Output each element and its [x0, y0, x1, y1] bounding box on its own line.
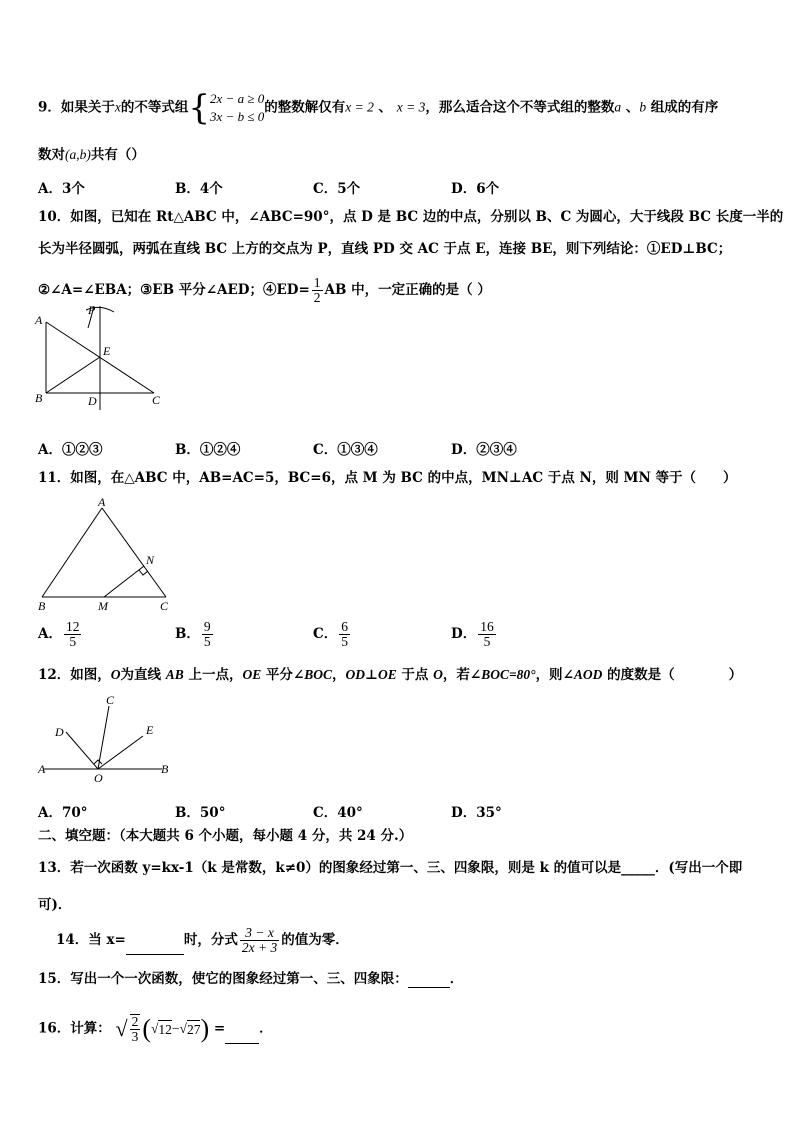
q9-line2 [38, 146, 145, 164]
option-label: D． [451, 626, 477, 642]
inequality-2: 3x − b ≤ 0 [210, 109, 265, 124]
label-a: A [98, 495, 106, 509]
angle-aod: ∠AOD [562, 667, 603, 682]
q14-text: 的值为零． [281, 932, 349, 948]
label-e: E [146, 723, 154, 737]
label-c: C [160, 599, 169, 613]
q12-text: ，若 [442, 667, 470, 683]
frac-den: 5 [203, 634, 211, 649]
ray-od [66, 732, 98, 769]
var-x: x [114, 99, 121, 115]
q10-line2: 长为半径圆弧，两弧在直线 BC 上方的交点为 P，直线 PD 交 AC 于点 E，连接 BE，则下列结论：①ED⊥BC； [38, 241, 732, 257]
right-angle-mark [94, 760, 102, 764]
q12-option-d: D．35° [451, 805, 502, 821]
ordered-pair: (a,b) [65, 147, 91, 162]
q16-text: ． [259, 1020, 273, 1037]
q11-option-d [451, 620, 498, 649]
q9-text: 的不等式组 [120, 99, 189, 116]
label-e: E [103, 344, 111, 358]
frac-den: 5 [341, 634, 348, 649]
radicand-27: 27 [186, 1021, 201, 1037]
q9-text: 组成的有序 [646, 99, 719, 116]
answer-blank[interactable] [225, 1029, 259, 1044]
frac-num: 1 [313, 275, 321, 290]
q10-option-d: D．②③④ [451, 442, 517, 458]
q14-text: 14．当 x= [56, 932, 126, 948]
od-perp-oe: OD⊥OE [345, 667, 397, 682]
segment-ab [42, 508, 102, 597]
label-n: N [146, 553, 155, 567]
label-b: B [161, 762, 169, 776]
q12-text: 为直线 [120, 667, 166, 683]
q10-option-a: A．①②③ [38, 442, 103, 458]
q12-option-a: A．70° [38, 805, 88, 821]
q14-text: 时，分式 [183, 932, 238, 948]
q12-text: 上一点， [183, 667, 243, 683]
label-d: D [88, 394, 97, 408]
ray-oe: OE [242, 667, 262, 682]
paren-open: ( [142, 1014, 151, 1043]
q16-line [38, 1014, 273, 1044]
point-o: O [110, 667, 121, 682]
inequality-system [210, 90, 264, 126]
q12-option-c: C．40° [313, 805, 363, 821]
q9-text: 的整数解仅有 [264, 99, 346, 116]
q12-text: 平分 [261, 667, 293, 683]
q10-figure [30, 300, 170, 412]
frac-den: 2x + 3 [241, 940, 278, 955]
frac-num: 3 − x [240, 926, 279, 941]
label-c: C [106, 693, 115, 707]
q9-text: 9．如果关于 [38, 99, 115, 116]
frac-den: 5 [483, 634, 491, 649]
frac-num: 12 [65, 619, 80, 634]
q9-text: 数对 [38, 147, 65, 163]
q9-text: 共有（） [90, 147, 145, 163]
q15-line [38, 970, 463, 988]
q11-figure [30, 494, 180, 616]
q14-line [56, 926, 349, 955]
option-fraction [339, 620, 350, 649]
segment-be [46, 357, 100, 393]
q11-line1: 11．如图，在△ABC 中，AB=AC=5，BC=6，点 M 为 BC 的中点，MN⊥AC 于点 N，则 MN 等于（ ） [38, 470, 737, 486]
brace-symbol: { [188, 88, 211, 128]
paren-close: ) [200, 1014, 210, 1043]
q10-text: AB 中，一定正确的是（ ） [324, 282, 491, 298]
solution-1: x = 2 [345, 99, 374, 115]
frac-num: 6 [341, 619, 348, 634]
inequality-1: 2x − a ≥ 0 [210, 91, 265, 106]
q12-line1 [38, 666, 742, 684]
option-label: B． [175, 626, 200, 642]
var-b: b [639, 99, 647, 115]
sqrt-symbol: √ [151, 1021, 159, 1036]
q9-text: ，那么适合这个不等式组的整数 [425, 99, 615, 116]
frac-num: 9 [203, 619, 211, 634]
q10-text: ②∠A=∠EBA；③EB 平分∠AED；④ED= [38, 282, 310, 298]
label-d: D [55, 725, 64, 739]
minus-sign: − [171, 1021, 180, 1036]
label-p: P [88, 303, 96, 317]
point-o: O [433, 667, 443, 682]
label-c: C [152, 393, 161, 407]
sqrt-two-thirds: √ [115, 1016, 128, 1041]
line-ab: AB [165, 667, 184, 682]
q15-text: ． [449, 971, 464, 987]
q12-text: ， [332, 667, 346, 683]
segment-ac [102, 508, 166, 597]
option-fraction [64, 620, 82, 649]
fraction-expression [240, 926, 279, 955]
var-a: a [614, 99, 622, 115]
option-fraction [202, 620, 213, 649]
option-label: A． [38, 626, 62, 642]
section-heading: 二、填空题：（本大题共 6 个小题，每小题 4 分，共 24 分.） [38, 828, 413, 844]
frac-num: 2 [131, 1014, 139, 1029]
label-a: A [38, 762, 46, 776]
angle-boc: ∠BOC [292, 667, 333, 682]
answer-blank[interactable] [408, 973, 450, 988]
label-b: B [35, 391, 43, 405]
equals-sign: = [209, 1020, 226, 1037]
radicand-fraction [130, 1014, 141, 1044]
q12-text: ，则 [535, 667, 563, 683]
frac-num: 16 [480, 619, 494, 634]
solution-2: x = 3 [396, 99, 426, 115]
q9-option-b: B．4个 [175, 181, 223, 197]
option-fraction [478, 620, 496, 649]
label-a: A [35, 313, 43, 327]
frac-den: 2 [313, 290, 321, 305]
q12-option-b: B．50° [175, 805, 226, 821]
q12-figure [30, 692, 180, 784]
q9-option-a: A．3个 [38, 181, 85, 197]
q10-option-c: C．①③④ [313, 442, 378, 458]
ray-oc [98, 706, 109, 769]
sqrt-symbol: √ [179, 1021, 187, 1036]
label-m: M [98, 599, 108, 613]
q9-text: 、 [621, 99, 640, 116]
segment-mn [104, 566, 144, 597]
q9-option-d: D．6个 [451, 181, 500, 197]
frac-den: 3 [131, 1029, 139, 1044]
q10-line1: 10．如图，已知在 Rt△ABC 中，∠ABC=90°，点 D 是 BC 边的中点，分别以 B、C 为圆心，大于线段 BC 长度一半的 [38, 209, 784, 225]
q9-line1 [38, 90, 718, 126]
q12-text: 12．如图， [38, 667, 111, 683]
q13-line2: 可)． [38, 897, 72, 913]
q13-line1: 13．若一次函数 y=kx-1（k 是常数，k≠0）的图象经过第一、三、四象限，则是 k 的值可以是_____．(写出一个即 [38, 860, 743, 876]
q11-option-c [313, 620, 352, 649]
label-b: B [38, 599, 46, 613]
angle-boc-value: ∠BOC=80° [469, 667, 536, 682]
answer-blank[interactable] [126, 940, 184, 955]
frac-den: 5 [69, 634, 77, 649]
q12-text: 于点 [396, 667, 434, 683]
q16-text: 16．计算： [38, 1020, 111, 1037]
q11-option-b [175, 620, 215, 649]
radicand-12: 12 [158, 1021, 172, 1037]
q11-option-a [38, 620, 83, 649]
q10-option-b: B．①②④ [175, 442, 241, 458]
label-o: O [94, 771, 103, 784]
q9-text: 、 [373, 99, 397, 116]
option-label: C． [313, 626, 338, 642]
fraction-half [312, 276, 323, 305]
q15-text: 15．写出一个一次函数，使它的图象经过第一、三、四象限： [38, 971, 408, 987]
q12-text: 的度数是（ ） [602, 667, 743, 683]
ray-oe [98, 736, 143, 769]
q9-option-c: C．5个 [313, 181, 361, 197]
